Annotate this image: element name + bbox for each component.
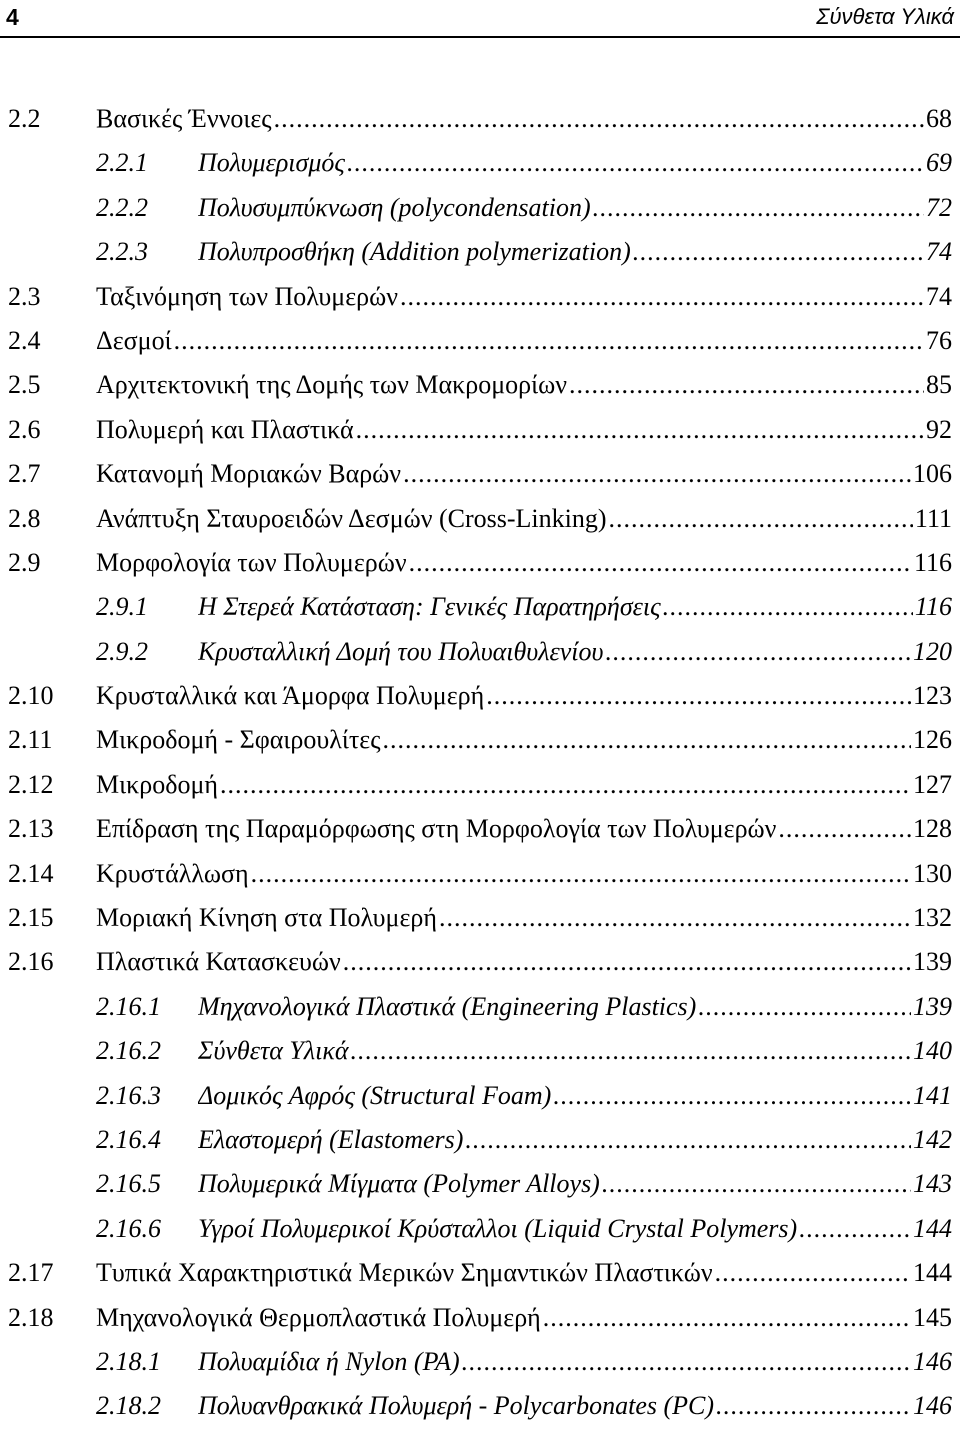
toc-entry-page: 146 xyxy=(913,1346,952,1376)
toc-entry-page: 123 xyxy=(913,681,952,711)
toc-entry-number: 2.9 xyxy=(8,547,41,577)
toc-entry-number: 2.3 xyxy=(8,281,41,311)
toc-entry-line xyxy=(96,275,952,319)
toc-entry-title: Τυπικά Χαρακτηριστικά Μερικών Σημαντικών Πλαστικών xyxy=(96,1258,713,1288)
page-number: 4 xyxy=(6,4,19,30)
toc-entry-page: 132 xyxy=(913,903,952,933)
toc-entry[interactable] xyxy=(0,585,960,629)
toc-entry-line xyxy=(96,497,952,541)
dot-leader xyxy=(633,230,924,274)
toc-entry-line xyxy=(198,1029,952,1073)
dot-leader xyxy=(220,763,911,807)
toc-entry-line xyxy=(198,1118,952,1162)
toc-entry[interactable] xyxy=(0,186,960,230)
toc-entry-title: Πολυμερικά Μίγματα (Polymer Alloys) xyxy=(198,1169,600,1199)
dot-leader xyxy=(663,585,913,629)
toc-entry-line xyxy=(198,630,952,674)
toc-entry-page: 127 xyxy=(913,769,952,799)
toc-entry-page: 145 xyxy=(913,1302,952,1332)
toc-entry-title: Μικροδομή - Σφαιρουλίτες xyxy=(96,725,381,755)
toc-entry-line xyxy=(96,1251,952,1295)
dot-leader xyxy=(343,940,911,984)
toc-entry[interactable] xyxy=(0,1251,960,1295)
toc-entry-line xyxy=(198,985,952,1029)
toc-entry-line xyxy=(96,896,952,940)
toc-entry-page: 144 xyxy=(913,1213,952,1243)
dot-leader xyxy=(403,452,911,496)
toc-entry-page: 72 xyxy=(926,192,952,222)
toc-entry-page: 120 xyxy=(913,636,952,666)
header-rule xyxy=(0,36,960,38)
toc-entry-page: 85 xyxy=(926,370,952,400)
toc-entry-number: 2.5 xyxy=(8,370,41,400)
dot-leader xyxy=(439,896,911,940)
table-of-contents xyxy=(0,97,960,1429)
toc-entry-line xyxy=(96,763,952,807)
toc-entry[interactable] xyxy=(0,319,960,363)
toc-entry-number: 2.18.2 xyxy=(96,1391,161,1421)
toc-entry-line xyxy=(96,1296,952,1340)
toc-entry-title: Δεσμοί xyxy=(96,325,172,355)
toc-entry[interactable] xyxy=(0,408,960,452)
toc-entry-line xyxy=(198,585,952,629)
toc-entry-line xyxy=(198,1074,952,1118)
toc-entry[interactable] xyxy=(0,1340,960,1384)
toc-entry[interactable] xyxy=(0,452,960,496)
toc-entry[interactable] xyxy=(0,674,960,718)
dot-leader xyxy=(778,807,911,851)
toc-entry-line xyxy=(96,852,952,896)
toc-entry-number: 2.15 xyxy=(8,903,54,933)
toc-entry-title: Πολυμερισμός xyxy=(198,148,345,178)
toc-entry-title: Κρυσταλλική Δομή του Πολυαιθυλενίου xyxy=(198,636,604,666)
toc-entry-line xyxy=(198,1340,952,1384)
toc-entry-page: 126 xyxy=(913,725,952,755)
toc-entry-page: 106 xyxy=(913,459,952,489)
toc-entry-title: Ταξινόμηση των Πολυμερών xyxy=(96,281,399,311)
toc-entry-page: 116 xyxy=(913,547,952,577)
toc-entry[interactable] xyxy=(0,1029,960,1073)
toc-entry-title: Αρχιτεκτονική της Δομής των Μακρομορίων xyxy=(96,370,568,400)
toc-entry-page: 74 xyxy=(926,281,952,311)
dot-leader xyxy=(174,319,924,363)
dot-leader xyxy=(602,1162,911,1206)
toc-entry-line xyxy=(96,408,952,452)
dot-leader xyxy=(274,97,924,141)
toc-entry-number: 2.16.2 xyxy=(96,1036,161,1066)
toc-entry[interactable] xyxy=(0,1074,960,1118)
toc-entry[interactable] xyxy=(0,763,960,807)
toc-entry-title: Κατανομή Μοριακών Βαρών xyxy=(96,459,402,489)
toc-entry-page: 146 xyxy=(913,1391,952,1421)
toc-entry-page: 92 xyxy=(926,414,952,444)
toc-entry-title: Μορφολογία των Πολυμερών xyxy=(96,547,407,577)
toc-entry-title: Πολυμερή και Πλαστικά xyxy=(96,414,354,444)
toc-entry-title: Ελαστομερή (Elastomers) xyxy=(198,1124,464,1154)
toc-entry-title: Βασικές Έννοιες xyxy=(96,104,272,133)
toc-entry-page: 142 xyxy=(913,1124,952,1154)
toc-entry[interactable] xyxy=(0,630,960,674)
toc-entry[interactable] xyxy=(0,807,960,851)
toc-entry-page: 141 xyxy=(913,1080,952,1110)
dot-leader xyxy=(716,1384,911,1428)
toc-entry-number: 2.12 xyxy=(8,769,54,799)
toc-entry-number: 2.16.4 xyxy=(96,1124,161,1154)
toc-entry-line xyxy=(96,541,952,585)
dot-leader xyxy=(462,1340,911,1384)
toc-entry-number: 2.4 xyxy=(8,325,41,355)
dot-leader xyxy=(553,1074,911,1118)
toc-entry-page: 139 xyxy=(913,991,952,1021)
toc-entry-number: 2.2 xyxy=(8,104,41,133)
toc-entry-page: 143 xyxy=(913,1169,952,1199)
toc-entry-page: 128 xyxy=(913,814,952,844)
toc-entry[interactable] xyxy=(0,97,960,141)
toc-entry-number: 2.10 xyxy=(8,681,54,711)
dot-leader xyxy=(383,718,911,762)
toc-entry-number: 2.16.1 xyxy=(96,991,161,1021)
page-header xyxy=(0,0,960,38)
toc-entry-number: 2.2.2 xyxy=(96,192,148,222)
toc-entry[interactable] xyxy=(0,940,960,984)
toc-entry-number: 2.8 xyxy=(8,503,41,533)
toc-entry[interactable] xyxy=(0,141,960,185)
toc-entry-line xyxy=(198,1207,952,1251)
running-title: Σύνθετα Υλικά xyxy=(816,4,954,29)
toc-entry-title: Μηχανολογικά Θερμοπλαστικά Πολυμερή xyxy=(96,1302,541,1332)
dot-leader xyxy=(356,408,924,452)
dot-leader xyxy=(605,630,911,674)
toc-entry[interactable] xyxy=(0,230,960,274)
toc-entry[interactable] xyxy=(0,1118,960,1162)
toc-entry-title: Πλαστικά Κατασκευών xyxy=(96,947,341,977)
toc-entry-number: 2.2.1 xyxy=(96,148,148,178)
toc-entry-number: 2.16 xyxy=(8,947,54,977)
toc-entry-line xyxy=(198,186,952,230)
toc-entry-number: 2.16.6 xyxy=(96,1213,161,1243)
toc-entry-line xyxy=(96,940,952,984)
toc-entry-number: 2.7 xyxy=(8,459,41,489)
dot-leader xyxy=(486,674,911,718)
toc-entry-title: Ανάπτυξη Σταυροειδών Δεσμών (Cross-Linking) xyxy=(96,503,607,533)
dot-leader xyxy=(350,1029,911,1073)
toc-entry-line xyxy=(96,807,952,851)
toc-entry-title: Κρυστάλλωση xyxy=(96,858,249,888)
toc-entry-title: Πολυανθρακικά Πολυμερή - Polycarbonates (PC) xyxy=(198,1391,715,1421)
toc-entry[interactable] xyxy=(0,363,960,407)
dot-leader xyxy=(799,1207,911,1251)
toc-entry-page: 69 xyxy=(926,148,952,178)
toc-entry-page: 76 xyxy=(926,325,952,355)
toc-entry[interactable] xyxy=(0,1384,960,1428)
toc-entry[interactable] xyxy=(0,497,960,541)
toc-entry-title: Η Στερεά Κατάσταση: Γενικές Παρατηρήσεις xyxy=(198,592,661,622)
toc-entry[interactable] xyxy=(0,1296,960,1340)
dot-leader xyxy=(347,141,924,185)
toc-entry-title: Μικροδομή xyxy=(96,769,218,799)
toc-entry-number: 2.18 xyxy=(8,1302,54,1332)
toc-entry[interactable] xyxy=(0,541,960,585)
toc-entry-title: Μηχανολογικά Πλαστικά (Engineering Plastics) xyxy=(198,991,697,1021)
toc-entry-title: Κρυσταλλικά και Άμορφα Πολυμερή xyxy=(96,681,485,711)
toc-entry-title: Πολυπροσθήκη (Addition polymerization) xyxy=(198,237,631,267)
toc-entry-line xyxy=(96,319,952,363)
toc-entry-page: 111 xyxy=(914,503,952,533)
dot-leader xyxy=(251,852,911,896)
toc-entry-number: 2.14 xyxy=(8,858,54,888)
toc-entry[interactable] xyxy=(0,896,960,940)
toc-entry-page: 144 xyxy=(913,1258,952,1288)
dot-leader xyxy=(609,497,913,541)
toc-entry-title: Υγροί Πολυμερικοί Κρύσταλλοι (Liquid Crystal Polymers) xyxy=(198,1213,798,1243)
toc-entry-page: 139 xyxy=(913,947,952,977)
dot-leader xyxy=(409,541,912,585)
toc-entry-line xyxy=(198,1384,952,1428)
toc-entry-line xyxy=(96,674,952,718)
dot-leader xyxy=(465,1118,911,1162)
toc-entry-page: 130 xyxy=(913,858,952,888)
toc-entry[interactable] xyxy=(0,985,960,1029)
toc-entry-title: Πολυαμίδια ή Nylon (PA) xyxy=(198,1346,460,1376)
toc-entry[interactable] xyxy=(0,1162,960,1206)
toc-entry[interactable] xyxy=(0,1207,960,1251)
toc-entry-number: 2.2.3 xyxy=(96,237,148,267)
toc-entry-page: 116 xyxy=(914,592,952,622)
toc-entry-line xyxy=(96,97,952,141)
toc-entry-line xyxy=(198,141,952,185)
toc-entry-number: 2.13 xyxy=(8,814,54,844)
toc-entry-number: 2.6 xyxy=(8,414,41,444)
toc-entry-number: 2.16.5 xyxy=(96,1169,161,1199)
toc-entry[interactable] xyxy=(0,852,960,896)
toc-entry-line xyxy=(96,363,952,407)
toc-entry-line xyxy=(96,718,952,762)
toc-entry[interactable] xyxy=(0,275,960,319)
toc-entry-title: Πολυσυμπύκνωση (polycondensation) xyxy=(198,192,591,222)
toc-entry-page: 140 xyxy=(913,1036,952,1066)
toc-entry-page: 74 xyxy=(926,237,952,267)
toc-entry-line xyxy=(198,1162,952,1206)
toc-entry-line xyxy=(96,452,952,496)
dot-leader xyxy=(698,985,911,1029)
toc-entry-number: 2.9.1 xyxy=(96,592,148,622)
toc-entry-title: Μοριακή Κίνηση στα Πολυμερή xyxy=(96,903,437,933)
toc-entry-number: 2.11 xyxy=(8,725,53,755)
toc-entry-number: 2.16.3 xyxy=(96,1080,161,1110)
toc-entry-number: 2.9.2 xyxy=(96,636,148,666)
toc-entry-title: Επίδραση της Παραμόρφωσης στη Μορφολογία των Πολυμερών xyxy=(96,814,777,844)
dot-leader xyxy=(400,275,924,319)
dot-leader xyxy=(569,363,924,407)
toc-entry-number: 2.17 xyxy=(8,1258,54,1288)
toc-entry-title: Σύνθετα Υλικά xyxy=(198,1036,349,1066)
toc-entry-page: 68 xyxy=(926,104,952,133)
toc-entry-line xyxy=(198,230,952,274)
toc-entry-title: Δομικός Αφρός (Structural Foam) xyxy=(198,1080,552,1110)
dot-leader xyxy=(593,186,924,230)
toc-entry-number: 2.18.1 xyxy=(96,1346,161,1376)
dot-leader xyxy=(715,1251,911,1295)
dot-leader xyxy=(543,1296,911,1340)
toc-entry[interactable] xyxy=(0,718,960,762)
